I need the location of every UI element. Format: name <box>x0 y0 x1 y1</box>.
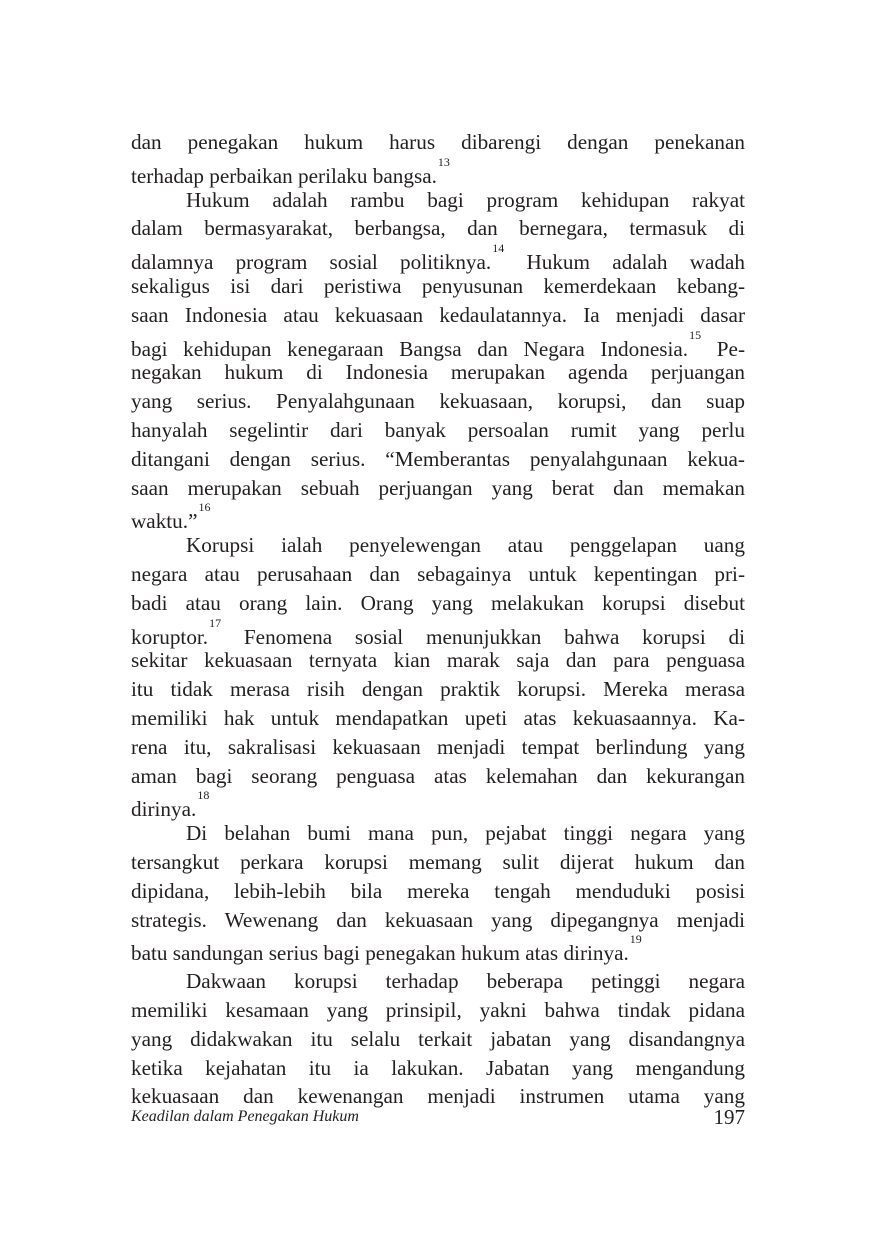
page-number: 197 <box>713 1105 745 1129</box>
text-line: Dakwaan korupsi terhadap beberapa petinggi negara <box>186 969 745 994</box>
text-line: Di belahan bumi mana pun, pejabat tinggi negara yang <box>186 821 745 846</box>
footnote-marker: 14 <box>492 241 505 256</box>
text-line: kekuasaan dan kewenangan menjadi instrumen utama yang <box>131 1084 745 1109</box>
line-text: dalamnya program sosial politiknya. <box>131 250 492 275</box>
paragraph-1 <box>131 128 745 186</box>
text-line: yang didakwakan itu selalu terkait jabatan yang disandangnya <box>131 1026 745 1051</box>
line-text: koruptor. <box>131 624 209 649</box>
text-line: ditangani dengan serius. “Memberantas penyalahgunaan kekua- <box>131 446 745 471</box>
footnote-marker: 17 <box>209 615 222 630</box>
page-footer <box>131 1104 745 1134</box>
text-line: hanyalah segelintir dari banyak persoalan rumit yang perlu <box>131 417 745 442</box>
line-text: Fenomena sosial menunjukkan bahwa korupsi di <box>221 624 745 649</box>
text-line: sekaligus isi dari peristiwa penyusunan kemerdekaan kebang- <box>131 273 745 298</box>
text-line: negakan hukum di Indonesia merupakan agenda perjuangan <box>131 360 745 385</box>
line-text: bagi kehidupan kenegaraan Bangsa dan Negara Indonesia. <box>131 336 689 361</box>
text-line: Hukum adalah rambu bagi program kehidupan rakyat <box>186 187 745 212</box>
text-line: tersangkut perkara korupsi memang sulit dijerat hukum dan <box>131 849 745 874</box>
text-line: saan merupakan sebuah perjuangan yang berat dan memakan <box>131 475 745 500</box>
text-line <box>131 788 745 822</box>
line-text: dirinya. <box>131 797 197 822</box>
text-line: sekitar kekuasaan ternyata kian marak saja dan para penguasa <box>131 648 745 673</box>
text-line <box>131 327 746 361</box>
paragraph-3 <box>131 531 745 822</box>
footnote-marker: 18 <box>197 788 210 803</box>
line-text: batu sandungan serius bagi penegakan hukum atas dirinya. <box>131 941 629 966</box>
text-line: badi atau orang lain. Orang yang melakukan korupsi disebut <box>131 590 745 615</box>
text-line <box>131 154 745 188</box>
text-line: strategis. Wewenang dan kekuasaan yang dipegangnya menjadi <box>131 907 745 932</box>
text-line: rena itu, sakralisasi kekuasaan menjadi tempat berlindung yang <box>131 734 745 759</box>
footnote-marker: 13 <box>437 154 450 169</box>
line-text: waktu.” <box>131 509 198 534</box>
text-line: dalam bermasyarakat, berbangsa, dan bernegara, termasuk di <box>131 216 745 241</box>
footnote-marker: 16 <box>198 500 211 515</box>
text-line <box>131 241 745 275</box>
footnote-marker: 15 <box>689 327 702 342</box>
running-footer-title: Keadilan dalam Penegakan Hukum <box>131 1108 359 1125</box>
text-line <box>131 500 745 534</box>
text-line: dan penegakan hukum harus dibarengi dengan penekanan <box>131 130 745 154</box>
text-line: negara atau perusahaan dan sebagainya untuk kepentingan pri- <box>131 561 745 586</box>
text-line: itu tidak merasa risih dengan praktik korupsi. Mereka merasa <box>131 677 745 702</box>
text-line <box>131 932 745 966</box>
text-line: memiliki hak untuk mendapatkan upeti atas kekuasaannya. Ka- <box>131 705 745 730</box>
paragraph-2 <box>131 186 745 532</box>
text-line: Korupsi ialah penyelewengan atau penggelapan uang <box>186 533 745 558</box>
text-line: memiliki kesamaan yang prinsipil, yakni bahwa tindak pidana <box>131 997 745 1022</box>
text-line: dipidana, lebih-lebih bila mereka tengah menduduki posisi <box>131 878 745 903</box>
text-line: ketika kejahatan itu ia lakukan. Jabatan yang mengandung <box>131 1055 745 1080</box>
text-line: yang serius. Penyalahgunaan kekuasaan, korupsi, dan suap <box>131 389 745 414</box>
footnote-marker: 19 <box>629 932 642 947</box>
paragraph-4 <box>131 819 745 966</box>
page-body <box>131 128 745 1111</box>
text-line: aman bagi seorang penguasa atas kelemahan dan kekurangan <box>131 763 745 788</box>
line-text: terhadap perbaikan perilaku bangsa. <box>131 163 437 188</box>
paragraph-5 <box>131 967 745 1111</box>
text-line <box>131 615 745 649</box>
line-text: Pe- <box>701 336 746 361</box>
line-text: Hukum adalah wadah <box>504 250 745 275</box>
text-line: saan Indonesia atau kekuasaan kedaulatannya. Ia menjadi dasar <box>131 302 745 327</box>
